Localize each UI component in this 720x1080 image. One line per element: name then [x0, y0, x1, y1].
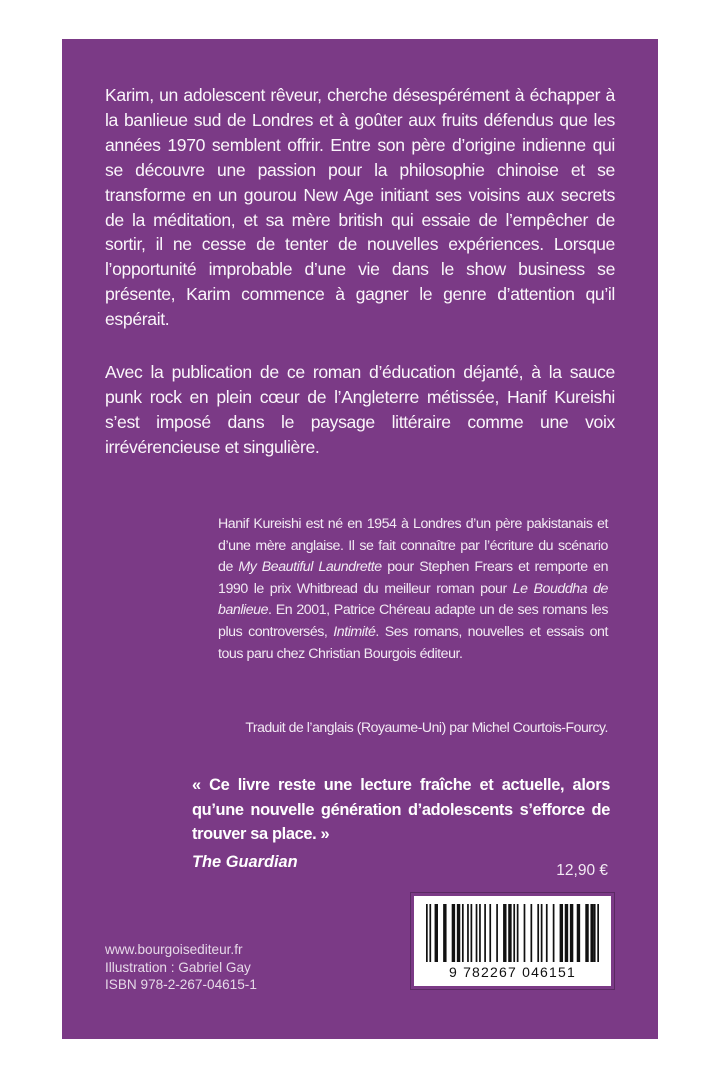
barcode-bar — [553, 904, 555, 962]
barcode-bar — [435, 904, 438, 962]
barcode-bar — [577, 904, 580, 962]
barcode-bar — [484, 904, 486, 962]
barcode-bar — [570, 904, 573, 962]
book-title-intimite: Intimité — [333, 623, 376, 640]
barcode-digits: 9 782267 046151 — [449, 964, 576, 980]
barcode-bar — [443, 904, 446, 962]
barcode-bar — [508, 904, 511, 962]
barcode-bar — [517, 904, 519, 962]
barcode-bar — [594, 904, 596, 962]
barcode-bar — [426, 904, 428, 962]
barcode-bar — [462, 904, 464, 962]
publisher-credits — [105, 941, 257, 994]
barcode-bar — [503, 904, 506, 962]
press-quote-source: The Guardian — [192, 853, 298, 871]
barcode-bar — [452, 904, 455, 962]
blurb-paragraph-2: Avec la publication de ce roman d’éducation déjanté, à la sauce punk rock en plein cœur de l’Angleterre métissée, Hanif Kureishi s’est imposé dans le paysage littéraire comme une voix irrévérencieuse et singulière. — [105, 362, 615, 457]
isbn-label: ISBN 978-2-267-04615-1 — [105, 977, 257, 993]
barcode-bar — [585, 904, 588, 962]
press-quote: « Ce livre reste une lecture fraîche et actuelle, alors qu’une nouvelle génération d’adolescents s’efforce de trouver sa place. » — [192, 776, 610, 844]
barcode-bar — [565, 904, 568, 962]
barcode-bar — [429, 904, 431, 962]
barcode-bar — [560, 904, 563, 962]
barcode-bar — [524, 904, 526, 962]
illustration-credit: Illustration : Gabriel Gay — [105, 959, 251, 975]
barcode-bar — [530, 904, 532, 962]
author-bio-text: . Ses romans, nouvelles et essais ont tous paru chez Christian Bourgois éditeur. — [218, 623, 608, 662]
barcode-bar — [496, 904, 498, 962]
barcode-bar — [590, 904, 593, 962]
barcode-bar — [513, 904, 515, 962]
barcode-bar — [541, 904, 543, 962]
barcode-bar — [479, 904, 481, 962]
blurb-paragraph-1: Karim, un adolescent rêveur, cherche désespérément à échapper à la banlieue sud de Londres et à goûter aux fruits défendus que les années 1970 semblent offrir. Entre son père d’origine indienne qui se découvre une passion pour la philosophie chinoise et se transforme en un gourou New Age initiant ses voisins aux secrets de la méditation, et sa mère british qui essaie de l’empêcher de sortir, il ne cesse de tenter de nouvelles expériences. Lorsque l’opportunité improbable d’une vie dans le show business se présente, Karim commence à gagner le genre d’attention qu’il espérait. — [105, 85, 615, 330]
book-back-cover — [62, 39, 658, 1039]
barcode-bar — [467, 904, 469, 962]
author-bio-text: pour Stephen Frears et remporte en 1990 le prix Whitbread du meilleur roman pour — [218, 559, 609, 597]
book-title-bouddha: Le Bouddha de banlieue — [218, 580, 608, 619]
barcode-bar — [537, 904, 539, 962]
barcode-bar — [457, 904, 460, 962]
barcode-bar — [471, 904, 473, 962]
barcode-bar — [476, 904, 478, 962]
publisher-website: www.bourgoisediteur.fr — [105, 942, 243, 957]
author-bio-text: . En 2001, Patrice Chéreau adapte un de ses romans les plus controversés, — [218, 602, 608, 640]
barcode-bar — [546, 904, 548, 962]
barcode-bar — [597, 904, 599, 962]
translator-credit: Traduit de l’anglais (Royaume-Uni) par Michel Courtois-Fourcy. — [245, 719, 608, 735]
author-bio-text: Hanif Kureishi est né en 1954 à Londres d’un père pakistanais et d’une mère anglaise. Il se fait connaître par l’écriture du scénario de — [218, 516, 608, 576]
barcode-bar — [489, 904, 491, 962]
book-title-laundrette: My Beautiful Laundrette — [238, 559, 382, 576]
barcode — [411, 893, 614, 989]
author-bio — [218, 514, 608, 665]
price-label: 12,90 € — [556, 862, 608, 879]
